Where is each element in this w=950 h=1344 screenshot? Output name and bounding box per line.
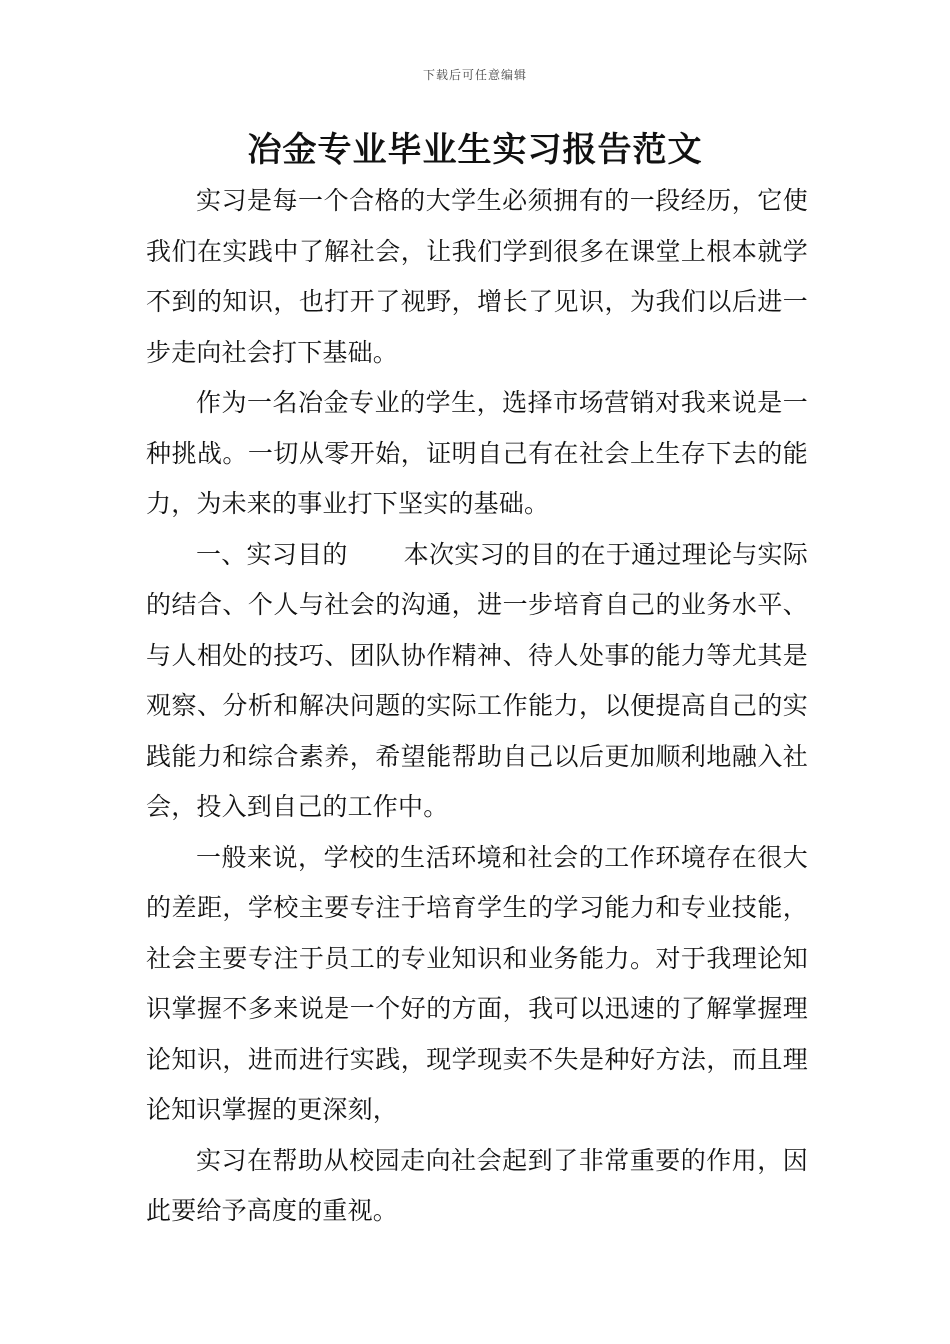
paragraph-challenge: 作为一名冶金专业的学生，选择市场营销对我来说是一种挑战。一切从零开始，证明自己有在社会上生存下去的能力，为未来的事业打下坚实的基础。 xyxy=(146,388,808,518)
document-body xyxy=(146,176,808,1237)
section-text-purpose: 本次实习的目的在于通过理论与实际的结合、个人与社会的沟通，进一步培育自己的业务水平、与人相处的技巧、团队协作精神、待人处事的能力等尤其是观察、分析和解决问题的实际工作能力，以便提高自己的实践能力和综合素养，希望能帮助自己以后更加顺利地融入社会，投入到自己的工作中。 xyxy=(146,539,809,821)
paragraph-purpose xyxy=(146,530,808,833)
header-note: 下载后可任意编辑 xyxy=(422,68,527,82)
paragraph-importance: 实习在帮助从校园走向社会起到了非常重要的作用，因此要给予高度的重视。 xyxy=(146,1145,808,1225)
paragraph-intro: 实习是每一个合格的大学生必须拥有的一段经历，它使我们在实践中了解社会，让我们学到很多在课堂上根本就学不到的知识，也打开了视野，增长了见识，为我们以后进一步走向社会打下基础。 xyxy=(146,186,808,367)
section-heading-purpose: 一、实习目的 xyxy=(196,539,348,569)
document-title: 冶金专业毕业生实习报告范文 xyxy=(247,130,703,170)
paragraph-environment: 一般来说，学校的生活环境和社会的工作环境存在很大的差距，学校主要专注于培育学生的学习能力和专业技能，社会主要专注于员工的专业知识和业务能力。对于我理论知识掌握不多来说是一个好的方面，我可以迅速的了解掌握理论知识，进而进行实践，现学现卖不失是种好方法，而且理论知识掌握的更深刻， xyxy=(146,842,808,1124)
